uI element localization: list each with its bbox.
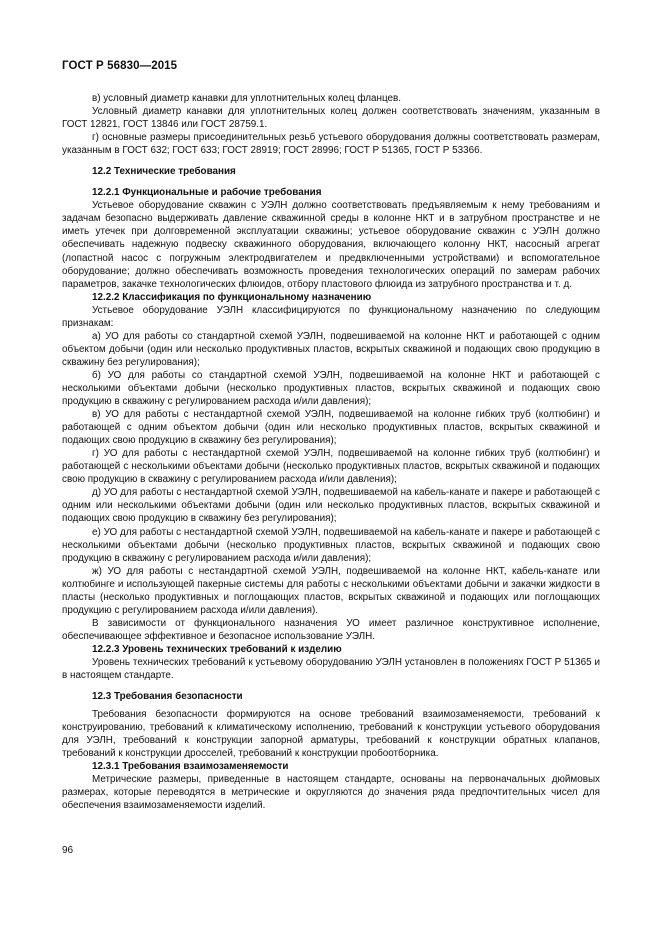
- subsection-heading: 12.2.1 Функциональные и рабочие требования: [92, 187, 322, 199]
- list-item: в) УО для работы с нестандартной схемой УЭЛН, подвешиваемой на колонне гибких труб (колтюбинг) и работающей с одним объектом добычи (один или несколько продуктивных пластов, вскрытых скважиной и подающих свою продукцию в скважину без регулирования);: [62, 409, 600, 447]
- list-item: е) УО для работы с нестандартной схемой УЭЛН, подвешиваемой на кабель-канате и пакере и работающей с несколькими объектами добычи (несколько продуктивных пластов, вскрытых скважиной и подающих свою продукцию в скважину с регулированием расхода и/или давления);: [62, 526, 600, 564]
- paragraph: в) условный диаметр канавки для уплотнительных колец фланцев.: [92, 93, 402, 104]
- page-number: 96: [62, 845, 74, 856]
- list-item: д) УО для работы с нестандартной схемой УЭЛН, подвешиваемой на кабель-канате и пакере и работающей с одним или несколькими объектами добычи (один или несколько продуктивных пластов, вскрытых скважиной и подающих свою продукцию в скважину без регулирования);: [62, 487, 600, 525]
- paragraph: Устьевое оборудование УЭЛН классифицируются по функциональному назначению по следующим признакам:: [62, 304, 600, 329]
- paragraph: Метрические размеры, приведенные в настоящем стандарте, основаны на первоначальных дюймовых размерах, которые переводятся в метрические и округляются до значения ряда предпочтительных чисел для обеспечения взаимозаменяемости изделий.: [62, 774, 600, 812]
- paragraph: Требования безопасности формируются на основе требований взаимозаменяемости, требований к конструированию, требований к климатическому исполнению, требований к конструкции устьевого оборудования для УЭЛН, требований к конструкции запорной арматуры, требований к конструкции обратных клапанов, требований к конструкции дросселей, требований к конструкции пробоотборника.: [62, 709, 600, 760]
- section-heading: 12.2 Технические требования: [92, 166, 236, 178]
- subsection-heading: 12.3.1 Требования взаимозаменяемости: [92, 761, 289, 773]
- list-item: а) УО для работы со стандартной схемой УЭЛН, подвешиваемой на колонне НКТ и работающей с одним объектом добычи (один или несколько продуктивных пластов, вскрытых скважиной и подающих свою продукцию в скважину без регулирования);: [62, 330, 600, 368]
- document-header: ГОСТ Р 56830—2015: [62, 60, 178, 72]
- paragraph: Условный диаметр канавки для уплотнительных колец должен соответствовать значениям, указанным в ГОСТ 12821, ГОСТ 13846 или ГОСТ 28759.1.: [62, 106, 600, 131]
- section-heading: 12.3 Требования безопасности: [92, 691, 243, 703]
- paragraph: В зависимости от функционального назначения УО имеет различное конструктивное исполнение, обеспечивающее эффективное и безопасное использование УЭЛН.: [62, 617, 600, 642]
- subsection-heading: 12.2.2 Классификация по функциональному назначению: [92, 291, 372, 303]
- paragraph: Уровень технических требований к устьевому оборудованию УЭЛН установлен в положениях ГОСТ Р 51365 и в настоящем стандарте.: [62, 656, 600, 682]
- subsection-heading: 12.2.3 Уровень технических требований к изделию: [92, 643, 342, 655]
- list-item: ж) УО для работы с нестандартной схемой УЭЛН, подвешиваемой на колонне НКТ, кабель-канате или колтюбинге и использующей пакерные системы для работы с несколькими объектами добычи и закачки жидкости в пласты (несколько продуктивных и поглощающих пластов, вскрытых скважиной и подающих или поглощающих продукцию с регулированием расхода и/или давления).: [62, 565, 600, 616]
- list-item: б) УО для работы со стандартной схемой УЭЛН, подвешиваемой на колонне НКТ и работающей с несколькими объектами добычи (несколько продуктивных пластов, вскрытых скважиной и подающих свою продукцию в скважину с регулированием расхода и/или давления);: [62, 369, 600, 408]
- document-body: [62, 92, 600, 812]
- paragraph: г) основные размеры присоединительных резьб устьевого оборудования должны соответствовать размерам, указанным в ГОСТ 632; ГОСТ 633; ГОСТ 28919; ГОСТ 28996; ГОСТ Р 51365, ГОСТ Р 53366.: [62, 132, 600, 157]
- paragraph: Устьевое оборудование скважин с УЭЛН должно соответствовать предъявляемым к нему требованиям и задачам безопасно выдерживать давление скважинной среды в колонне НКТ и в затрубном пространстве и не иметь утечек при долговременной эксплуатации скважины; устьевое оборудование скважин с УЭЛН должно обеспечивать надежную подвеску скважинного оборудования, включающего колонну НКТ, насосный агрегат (лопастной насос с погружным электродвигателем и предвключенными устройствами) и вспомогательное оборудование; должно обеспечивать возможность проведения технологических операций по замерам рабочих параметров, закачке технологических флюидов, отбору пластового флюида из затрубного пространства и т. д.: [62, 200, 600, 290]
- list-item: г) УО для работы с нестандартной схемой УЭЛН, подвешиваемой на колонне гибких труб (колтюбинг) и работающей с несколькими объектами добычи (несколько продуктивных пластов, вскрытых скважиной и подающих свою продукцию в скважину с регулированием расхода и/или давления);: [62, 448, 600, 486]
